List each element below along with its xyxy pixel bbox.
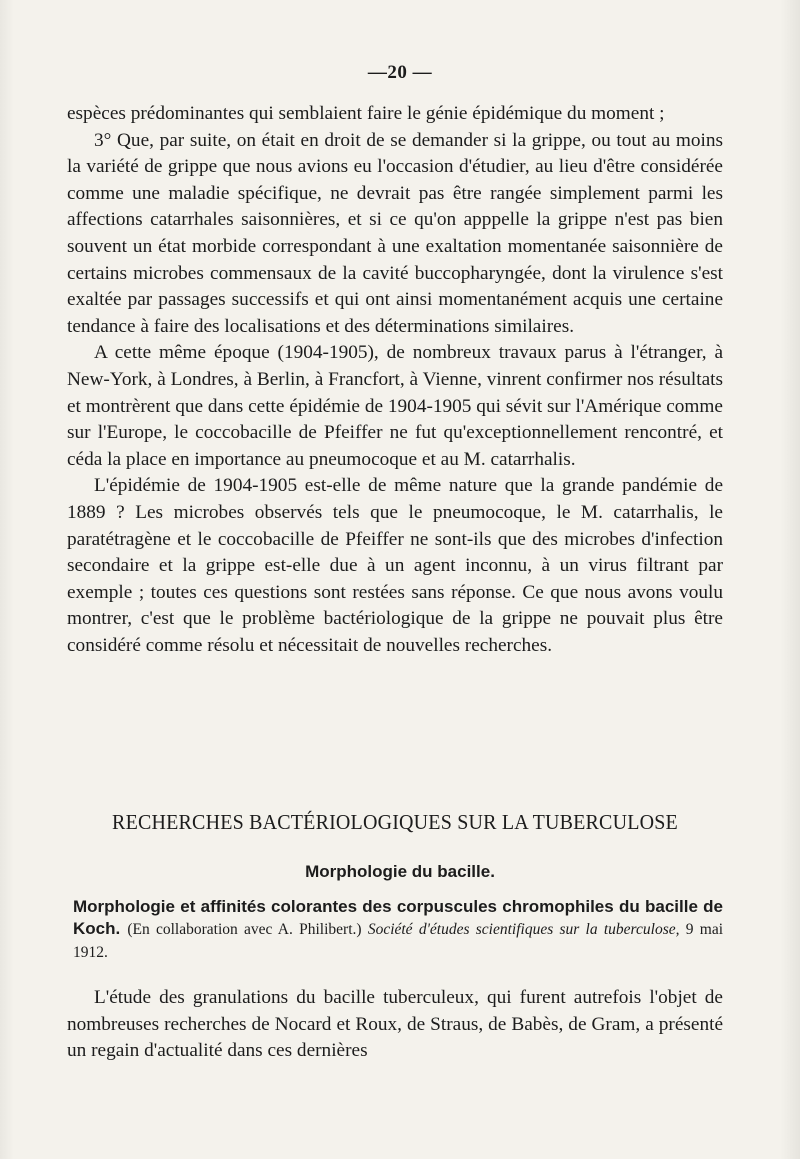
entry-source: Société d'études scientifiques sur la tuberculose,: [367, 921, 686, 938]
paragraph: 3° Que, par suite, on était en droit de se demander si la grippe, ou tout au moins la variété de grippe que nous avions eu l'occasion d'étudier, au lieu d'être considérée comme une maladie spécifique, ne devrait pas être rangée simplement parmi les affections catarrhales saisonnières, et si ce qu'on apppelle la grippe n'est pas bien souvent un état morbide correspondant à une exaltation momentanée saisonnière de certains microbes commensaux de la cavité buccopharyngée, dont la virulence s'est exaltée par passages successifs et qui ont ainsi momentanément acquis une certaine tendance à faire des localisations et des déterminations similaires.: [67, 129, 723, 337]
paragraph: espèces prédominantes qui semblaient faire le génie épidémique du moment ;: [67, 103, 665, 124]
paragraph: A cette même époque (1904-1905), de nombreux travaux parus à l'étranger, à New-York, à Londres, à Berlin, à Francfort, à Vienne, vinrent confirmer nos résultats et montrèrent que dans cette épidémie de 1904-1905 qui sévit sur l'Amérique comme sur l'Europe, le coccobacille de Pfeiffer ne fut qu'exceptionnellement rencontré, et céda la place en importance au pneumocoque et au M. catarrhalis.: [67, 342, 723, 470]
bibliography-entry: [73, 896, 723, 964]
body-text: [67, 101, 723, 659]
subheading: Morphologie du bacille.: [305, 862, 495, 881]
entry-title: Morphologie et affinités colorantes des corpuscules chromophiles du bacille de Koch.: [73, 897, 723, 938]
closing-text: [67, 985, 723, 1065]
entry-note: (En collaboration avec A. Philibert.): [127, 921, 368, 938]
page-number: —20 —: [367, 62, 433, 83]
paragraph: L'épidémie de 1904-1905 est-elle de même nature que la grande pandémie de 1889 ? Les microbes observés tels que le pneumocoque, le M. catarrhalis, le paratétragène et le coccobacille de Pfeiffer ne sont-ils que des microbes d'infection secondaire et la grippe est-elle due à un agent inconnu, à un virus filtrant par exemple ; toutes ces questions sont restées sans réponse. Ce que nous avons voulu montrer, c'est que le problème bactériologique de la grippe ne pouvait plus être considéré comme résolu et nécessitait de nouvelles recherches.: [67, 475, 723, 656]
paragraph: L'étude des granulations du bacille tuberculeux, qui furent autrefois l'objet de nombreuses recherches de Nocard et Roux, de Straus, de Babès, de Gram, a présenté un regain d'actualité dans ces dernières: [67, 987, 723, 1062]
entry-date: 9 mai 1912.: [73, 921, 723, 961]
section-title: RECHERCHES BACTÉRIOLOGIQUES SUR LA TUBERCULOSE: [112, 810, 678, 834]
